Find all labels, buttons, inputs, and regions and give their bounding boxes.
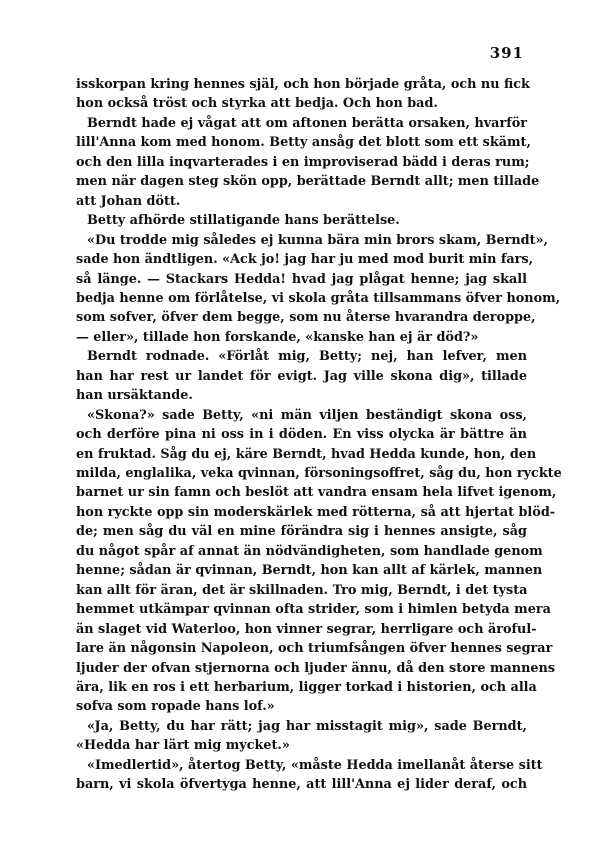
text-line: han ursäktande. — [76, 388, 193, 404]
text-line: Berndt hade ej vågat att om aftonen berätta orsaken, hvarför — [87, 115, 527, 131]
text-line: Berndt rodnade. «Förlåt mig, Betty; nej, han lefver, men — [87, 349, 527, 365]
text-line: och derföre pina ni oss in i döden. En viss olycka är bättre än — [76, 427, 527, 443]
text-line: «Skona?» sade Betty, «ni män viljen beständigt skona oss, — [87, 407, 527, 423]
text-line: «Hedda har lärt mig mycket.» — [76, 738, 290, 754]
text-line: «Du trodde mig således ej kunna bära min brors skam, Berndt», — [87, 232, 548, 248]
text-line: som sofver, öfver dem begge, som nu återse hvarandra deroppe, — [76, 310, 536, 326]
text-line: han har rest ur landet för evigt. Jag ville skona dig», tillade — [76, 368, 527, 384]
text-line: sade hon ändtligen. «Ack jo! jag har ju med mod burit min fars, — [76, 252, 534, 268]
text-line: bedja henne om förlåtelse, vi skola gråta tillsammans öfver honom, — [76, 290, 561, 306]
text-line: än slaget vid Waterloo, hon vinner segrar, herrligare och äroful- — [76, 621, 537, 637]
text-line: hemmet utkämpar qvinnan ofta strider, som i himlen betyda mera — [76, 602, 551, 618]
text-line: henne; sådan är qvinnan, Berndt, hon kan allt af kärlek, mannen — [76, 563, 543, 579]
text-line: men när dagen steg skön opp, berättade Berndt allt; men tillade — [76, 174, 540, 190]
text-line: Betty afhörde stillatigande hans berättelse. — [87, 213, 400, 229]
text-line: milda, englalika, veka qvinnan, försoningsoffret, såg du, hon ryckte — [76, 466, 562, 481]
text-line: — eller», tillade hon forskande, «kanske han ej är död?» — [76, 329, 479, 345]
text-line: de; men såg du väl en mine förändra sig i hennes ansigte, såg — [76, 524, 527, 540]
text-line: att Johan dött. — [76, 193, 181, 209]
text-line: isskorpan kring hennes själ, och hon började gråta, och nu fick — [76, 77, 530, 92]
text-line: kan allt för äran, det är skillnaden. Tro mig, Berndt, i det tysta — [76, 582, 528, 598]
text-line: barnet ur sin famn och beslöt att vandra ensam hela lifvet igenom, — [76, 485, 557, 501]
text-line: sofva som ropade hans lof.» — [76, 699, 275, 715]
text-line: ära, lik en ros i ett herbarium, ligger torkad i historien, och alla — [76, 679, 537, 695]
text-line: och den lilla inqvarterades i en improviserad bädd i deras rum; — [76, 154, 530, 170]
text-line: «Imedlertid», återtog Betty, «måste Hedda imellanåt återse sitt — [87, 757, 543, 773]
text-line: hon ryckte opp sin moderskärlek med rötterna, så att hjertat blöd- — [76, 504, 556, 520]
text-line: lare än någonsin Napoleon, och triumfsången öfver hennes segrar — [76, 641, 553, 657]
text-line: så länge. — Stackars Hedda! hvad jag plågat henne; jag skall — [76, 271, 527, 287]
text-line: «Ja, Betty, du har rätt; jag har misstagit mig», sade Berndt, — [87, 718, 527, 734]
text-line: en fruktad. Såg du ej, käre Berndt, hvad Hedda kunde, hon, den — [76, 446, 537, 462]
text-line: ljuder der ofvan stjernorna och ljuder ännu, då den store mannens — [76, 660, 556, 676]
text-line: barn, vi skola öfvertyga henne, att lill'Anna ej lider deraf, och — [76, 777, 527, 793]
text-line: hon också tröst och styrka att bedja. Och hon bad. — [76, 96, 438, 112]
text-line: du något spår af annat än nödvändigheten, som handlade genom — [76, 543, 543, 559]
page-number: 391 — [489, 44, 524, 62]
text-line: lill'Anna kom med honom. Betty ansåg det blott som ett skämt, — [76, 135, 531, 151]
